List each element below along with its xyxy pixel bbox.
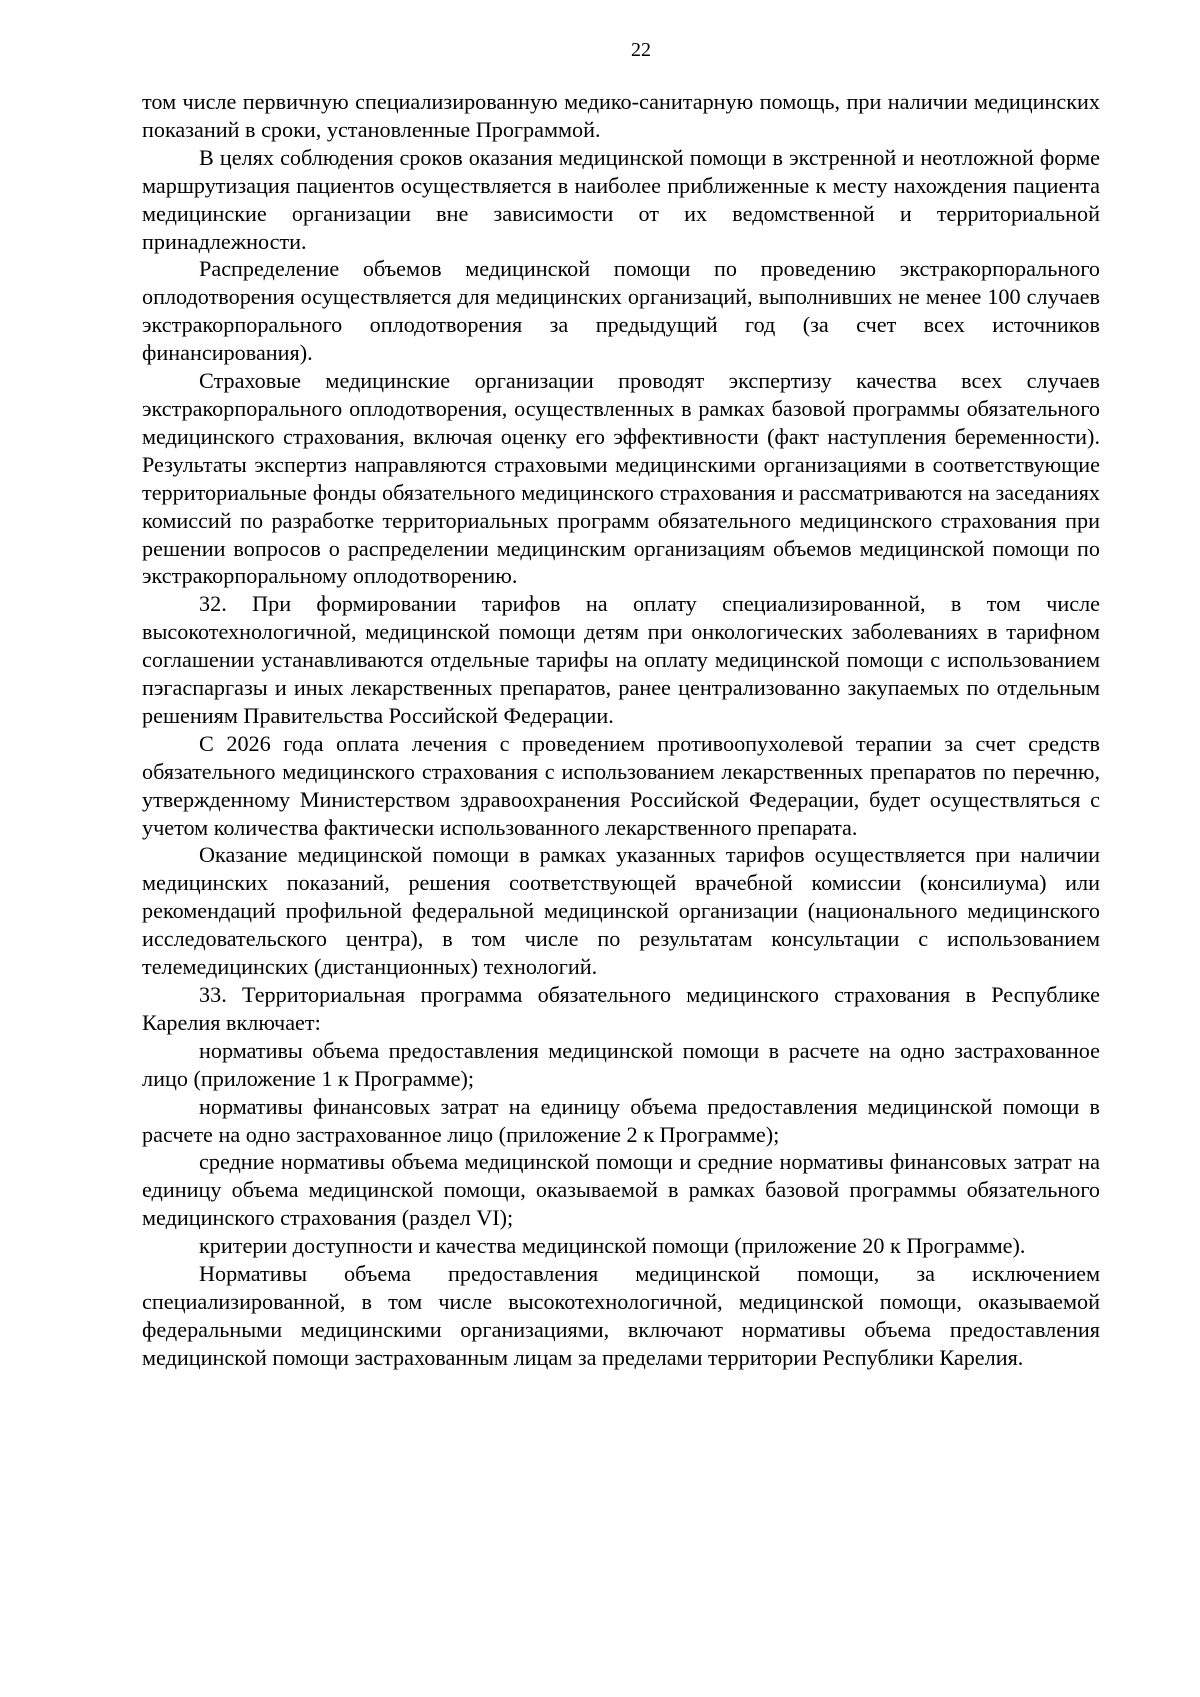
paragraph-11: средние нормативы объема медицинской помощи и средние нормативы финансовых затрат на единицу объема медицинской помощи, оказываемой в рамках базовой программы обязательного медицинского страхования (раздел VI); [142,1149,1100,1231]
paragraph-6: С 2026 года оплата лечения с проведением противоопухолевой терапии за счет средств обязательного медицинского страхования с использованием лекарственных препаратов по перечню, утвержденному Министерством здравоохранения Российской Федерации, будет осуществляться с учетом количества фактически использованного лекарственного препарата. [142,730,1100,840]
paragraph-12: критерии доступности и качества медицинской помощи (приложение 20 к Программе). [199,1233,1026,1259]
paragraph-2: В целях соблюдения сроков оказания медицинской помощи в экстренной и неотложной форме маршрутизация пациентов осуществляется в наиболее приближенные к месту нахождения пациента медицинские организации вне зависимости от их ведомственной и территориальной принадлежности. [142,144,1100,254]
paragraph-7: Оказание медицинской помощи в рамках указанных тарифов осуществляется при наличии медицинских показаний, решения соответствующей врачебной комиссии (консилиума) или рекомендаций профильной федеральной медицинской организации (национального медицинского исследовательского центра), в том числе по результатам консультации с использованием телемедицинских (дистанционных) технологий. [142,842,1100,980]
paragraph-4: Страховые медицинские организации проводят экспертизу качества всех случаев экстракорпорального оплодотворения, осуществленных в рамках базовой программы обязательного медицинского страхования, включая оценку его эффективности (факт наступления беременности). Результаты экспертиз направляются страховыми медицинскими организациями в соответствующие территориальные фонды обязательного медицинского страхования и рассматриваются на заседаниях комиссий по разработке территориальных программ обязательного медицинского страхования при решении вопросов о распределении медицинским организациям объемов медицинской помощи по экстракорпоральному оплодотворению. [142,368,1100,589]
paragraph-10: нормативы финансовых затрат на единицу объема предоставления медицинской помощи в расчете на одно застрахованное лицо (приложение 2 к Программе); [142,1093,1100,1147]
page-number: 22 [631,39,651,61]
paragraph-5-item-32: 32. При формировании тарифов на оплату специализированной, в том числе высокотехнологичной, медицинской помощи детям при онкологических заболеваниях в тарифном соглашении устанавливаются отдельные тарифы на оплату медицинской помощи с использованием пэгаспаргазы и иных лекарственных препаратов, ранее централизованно закупаемых по отдельным решениям Правительства Российской Федерации. [142,591,1100,728]
paragraph-3: Распределение объемов медицинской помощи по проведению экстракорпорального оплодотворения осуществляется для медицинских организаций, выполнивших не менее 100 случаев экстракорпорального оплодотворения за предыдущий год (за счет всех источников финансирования). [142,256,1100,366]
paragraph-1: том числе первичную специализированную медико-санитарную помощь, при наличии медицинских показаний в сроки, установленные Программой. [142,89,1100,142]
paragraph-13: Нормативы объема предоставления медицинской помощи, за исключением специализированной, в том числе высокотехнологичной, медицинской помощи, оказываемой федеральными медицинскими организациями, включают нормативы объема предоставления медицинской помощи застрахованным лицам за пределами территории Республики Карелия. [142,1261,1100,1370]
paragraph-9: нормативы объема предоставления медицинской помощи в расчете на одно застрахованное лицо (приложение 1 к Программе); [142,1037,1100,1091]
document-page [142,38,1100,1372]
paragraph-8-item-33: 33. Территориальная программа обязательного медицинского страхования в Республике Карелия включает: [142,982,1100,1035]
